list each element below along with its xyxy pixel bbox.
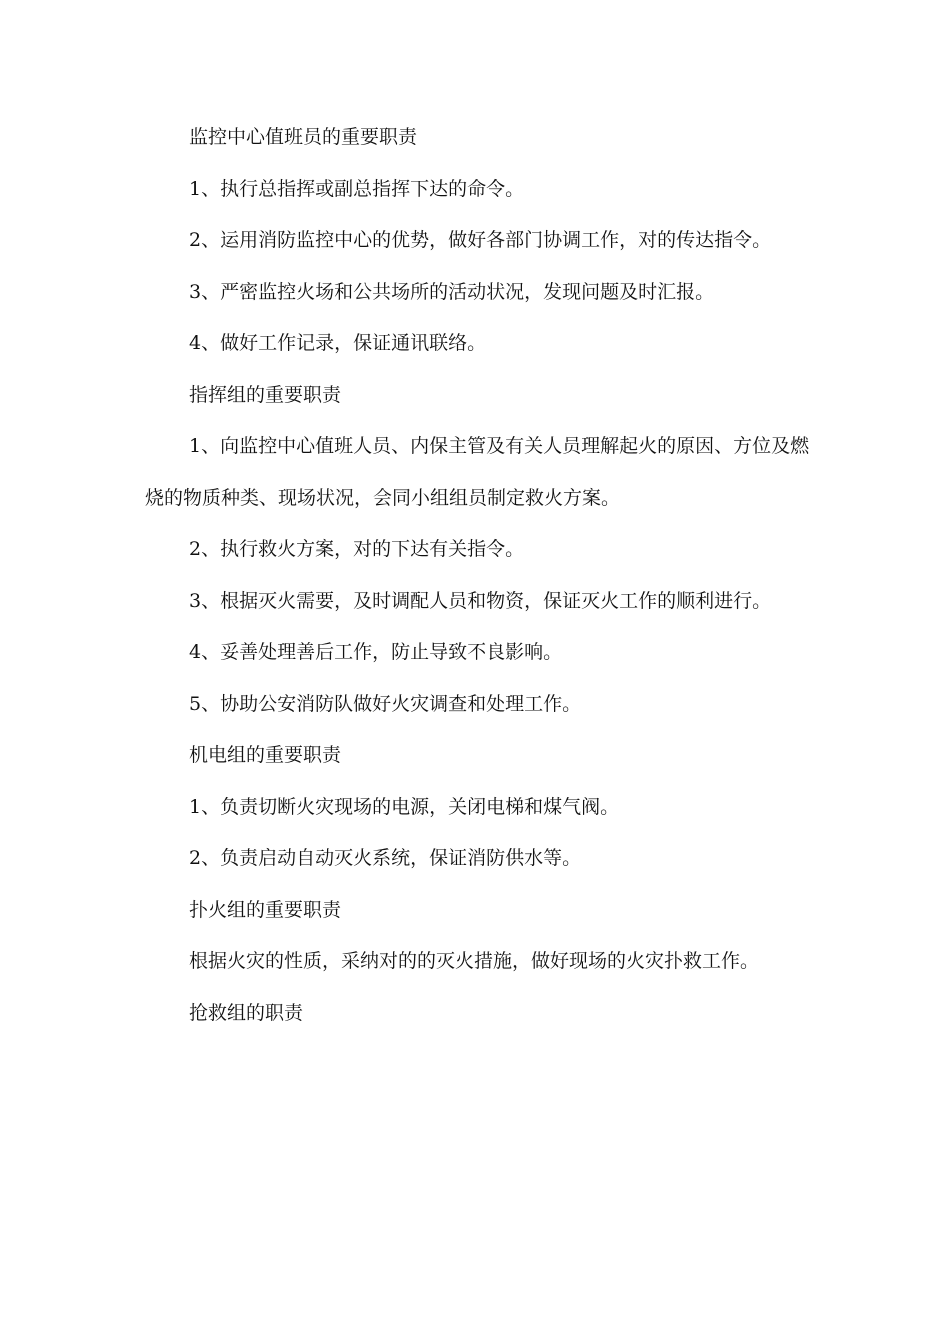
command-duty-2: 2、执行救火方案，对的下达有关指令。 [189, 538, 525, 560]
command-duty-5: 5、协助公安消防队做好火灾调查和处理工作。 [189, 692, 582, 715]
command-duty-3: 3、根据灭火需要，及时调配人员和物资，保证灭火工作的顺利进行。 [189, 589, 772, 612]
section-heading-electrical: 机电组的重要职责 [189, 744, 342, 766]
monitoring-duty-1: 1、执行总指挥或副总指挥下达的命令。 [189, 177, 525, 200]
electrical-duty-2: 2、负责启动自动灭火系统，保证消防供水等。 [189, 847, 582, 869]
document-body [145, 112, 815, 1039]
monitoring-duty-4: 4、做好工作记录，保证通讯联络。 [189, 332, 487, 354]
monitoring-duty-2: 2、运用消防监控中心的优势，做好各部门协调工作，对的传达指令。 [189, 229, 772, 251]
section-heading-monitoring: 监控中心值班员的重要职责 [189, 126, 418, 148]
section-heading-firefighting: 扑火组的重要职责 [189, 898, 342, 921]
command-duty-4: 4、妥善处理善后工作，防止导致不良影响。 [189, 641, 563, 663]
section-heading-command: 指挥组的重要职责 [189, 383, 342, 406]
electrical-duty-1: 1、负责切断火灾现场的电源，关闭电梯和煤气阀。 [189, 795, 620, 818]
command-duty-1: 1、向监控中心值班人员、内保主管及有关人员理解起火的原因、方位及燃烧的物质种类、现场状况，会同小组组员制定救火方案。 [145, 435, 810, 509]
firefighting-duty: 根据火灾的性质，采纳对的的灭火措施，做好现场的火灾扑救工作。 [189, 950, 760, 972]
monitoring-duty-3: 3、严密监控火场和公共场所的活动状况，发现问题及时汇报。 [189, 280, 715, 303]
section-heading-rescue: 抢救组的职责 [189, 1001, 304, 1024]
